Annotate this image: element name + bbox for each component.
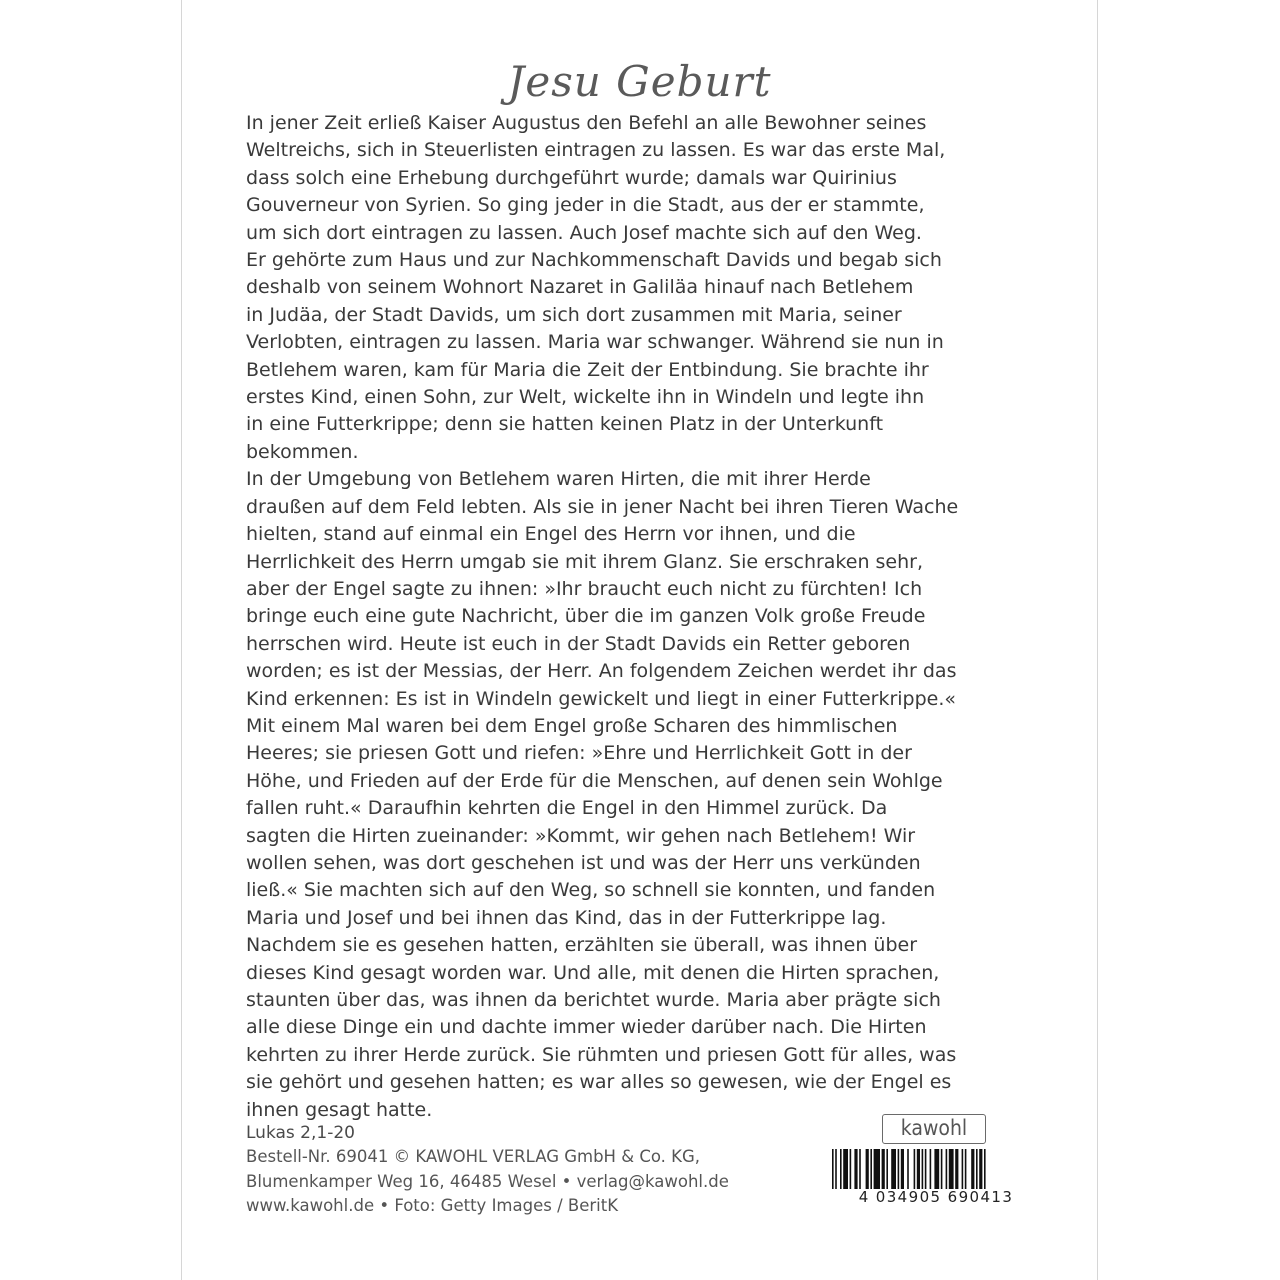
text-line: Betlehem waren, kam für Maria die Zeit der Entbindung. Sie brachte ihr [246, 358, 929, 381]
barcode-bar [976, 1149, 978, 1189]
imprint-line: www.kawohl.de • Foto: Getty Images / BeritK [246, 1196, 619, 1215]
text-line: deshalb von seinem Wohnort Nazaret in Galiläa hinauf nach Betlehem [246, 276, 914, 299]
text-line: sie gehört und gesehen hatten; es war alles so gewesen, wie der Engel es [246, 1071, 952, 1094]
text-line: alle diese Dinge ein und dachte immer wieder darüber nach. Die Hirten [246, 1016, 927, 1039]
text-line: wollen sehen, was dort geschehen ist und was der Herr uns verkünden [246, 851, 921, 874]
text-line: Herrlichkeit des Herrn umgab sie mit ihrem Glanz. Sie erschraken sehr, [246, 550, 924, 573]
barcode-bar [898, 1149, 900, 1189]
barcode-bar [925, 1149, 927, 1189]
text-line: bringe euch eine gute Nachricht, über die im ganzen Volk große Freude [246, 605, 926, 628]
imprint-line: Bestell-Nr. 69041 © KAWOHL VERLAG GmbH & Co. KG, [246, 1147, 700, 1166]
barcode-bar [832, 1149, 834, 1189]
barcode-bar [949, 1149, 954, 1189]
text-line: Heeres; sie priesen Gott und riefen: »Ehre und Herrlichkeit Gott in der [246, 742, 912, 765]
barcode-bar [907, 1149, 909, 1189]
barcode-bar [850, 1149, 852, 1189]
text-line: dass solch eine Erhebung durchgeführt wurde; damals war Quirinius [246, 166, 897, 189]
text-line: sagten die Hirten zueinander: »Kommt, wir gehen nach Betlehem! Wir [246, 824, 916, 847]
barcode-bar [934, 1149, 939, 1189]
page-title: Jesu Geburt [507, 57, 772, 106]
publisher-logo: kawohl [882, 1114, 986, 1144]
text-line: dieses Kind gesagt worden war. Und alle, mit denen die Hirten sprachen, [246, 961, 940, 984]
barcode-bar [870, 1149, 872, 1189]
barcode-bar [866, 1149, 869, 1189]
text-line: Kind erkennen: Es ist in Windeln gewickelt und liegt in einer Futterkrippe.« [246, 687, 957, 710]
barcode-number: 4 034905 690413 [858, 1188, 1014, 1206]
text-line: Gouverneur von Syrien. So ging jeder in die Stadt, aus der er stammte, [246, 194, 925, 217]
barcode-bar [946, 1149, 948, 1189]
text-line: Verlobten, eintragen zu lassen. Maria war schwanger. Während sie nun in [246, 331, 944, 354]
text-line: Nachdem sie es gesehen hatten, erzählten sie überall, was ihnen über [246, 934, 918, 957]
barcode-bar [979, 1149, 982, 1189]
barcode-bar [840, 1149, 842, 1189]
imprint-line: Blumenkamper Weg 16, 46485 Wesel • verlag@kawohl.de [246, 1171, 729, 1191]
text-line: Mit einem Mal waren bei dem Engel große Scharen des himmlischen [246, 714, 898, 737]
text-line: fallen ruht.« Daraufhin kehrten die Engel in den Himmel zurück. Da [246, 797, 888, 820]
text-line: In der Umgebung von Betlehem waren Hirten, die mit ihrer Herde [246, 468, 871, 491]
text-line: herrschen wird. Heute ist euch in der Stadt Davids ein Retter geboren [246, 632, 911, 655]
barcode-bar [917, 1149, 920, 1189]
barcode-bar [965, 1149, 967, 1189]
text-line: Weltreichs, sich in Steuerlisten eintragen zu lassen. Es war das erste Mal, [246, 139, 946, 162]
text-line: draußen auf dem Feld lebten. Als sie in jener Nacht bei ihren Tieren Wache [246, 495, 959, 518]
text-line: aber der Engel sagte zu ihnen: »Ihr braucht euch nicht zu fürchten! Ich [246, 577, 923, 600]
scripture-text [246, 110, 1046, 1124]
barcode-bar [843, 1149, 848, 1189]
text-line: Höhe, und Frieden auf der Erde für die Menschen, auf denen sein Wohlge [246, 769, 943, 792]
barcode-bar [874, 1149, 880, 1189]
text-line: kehrten zu ihrer Herde zurück. Sie rühmten und priesen Gott für alles, was [246, 1043, 957, 1066]
barcode-bar [854, 1149, 857, 1189]
text-line: staunten über das, was ihnen da berichtet wurde. Maria aber prägte sich [246, 989, 941, 1011]
barcode-bar [930, 1149, 932, 1189]
barcode-bar [971, 1149, 974, 1189]
text-line: Maria und Josef und bei ihnen das Kind, das in der Futterkrippe lag. [246, 906, 887, 929]
text-line: in Judäa, der Stadt Davids, um sich dort zusammen mit Maria, seiner [246, 303, 902, 326]
text-line: worden; es ist der Messias, der Herr. An folgendem Zeichen werdet ihr das [246, 660, 957, 683]
card-back [181, 0, 1098, 1280]
barcode-bar [962, 1149, 964, 1189]
barcode-bar [835, 1149, 837, 1189]
barcode-bar [955, 1149, 958, 1189]
text-line: In jener Zeit erließ Kaiser Augustus den Befehl an alle Bewohner seines [246, 112, 927, 134]
barcode-bar [886, 1149, 888, 1189]
text-line: ihnen gesagt hatte. [246, 1098, 433, 1121]
text-line: Er gehörte zum Haus und zur Nachkommenschaft Davids und begab sich [246, 249, 942, 272]
barcode-bar [882, 1149, 885, 1189]
barcode-bar [984, 1149, 986, 1189]
barcode-bar [901, 1149, 904, 1189]
barcode-bar [941, 1149, 943, 1189]
scripture-reference: Lukas 2,1-20 [246, 1123, 355, 1143]
text-line: in eine Futterkrippe; denn sie hatten keinen Platz in der Unterkunft [246, 413, 884, 436]
imprint [246, 1145, 729, 1219]
barcode-bar [914, 1149, 916, 1189]
text-line: hielten, stand auf einmal ein Engel des Herrn vor ihnen, und die [246, 523, 856, 546]
text-line: bekommen. [246, 440, 359, 463]
barcode-bar [891, 1149, 896, 1189]
barcode-bar [859, 1149, 861, 1189]
barcode-bar [922, 1149, 924, 1189]
text-line: um sich dort eintragen zu lassen. Auch Josef machte sich auf den Weg. [246, 221, 922, 244]
text-line: ließ.« Sie machten sich auf den Weg, so schnell sie konnten, und fanden [246, 879, 936, 902]
text-line: erstes Kind, einen Sohn, zur Welt, wickelte ihn in Windeln und legte ihn [246, 386, 925, 409]
barcode-bars [828, 1149, 1044, 1189]
